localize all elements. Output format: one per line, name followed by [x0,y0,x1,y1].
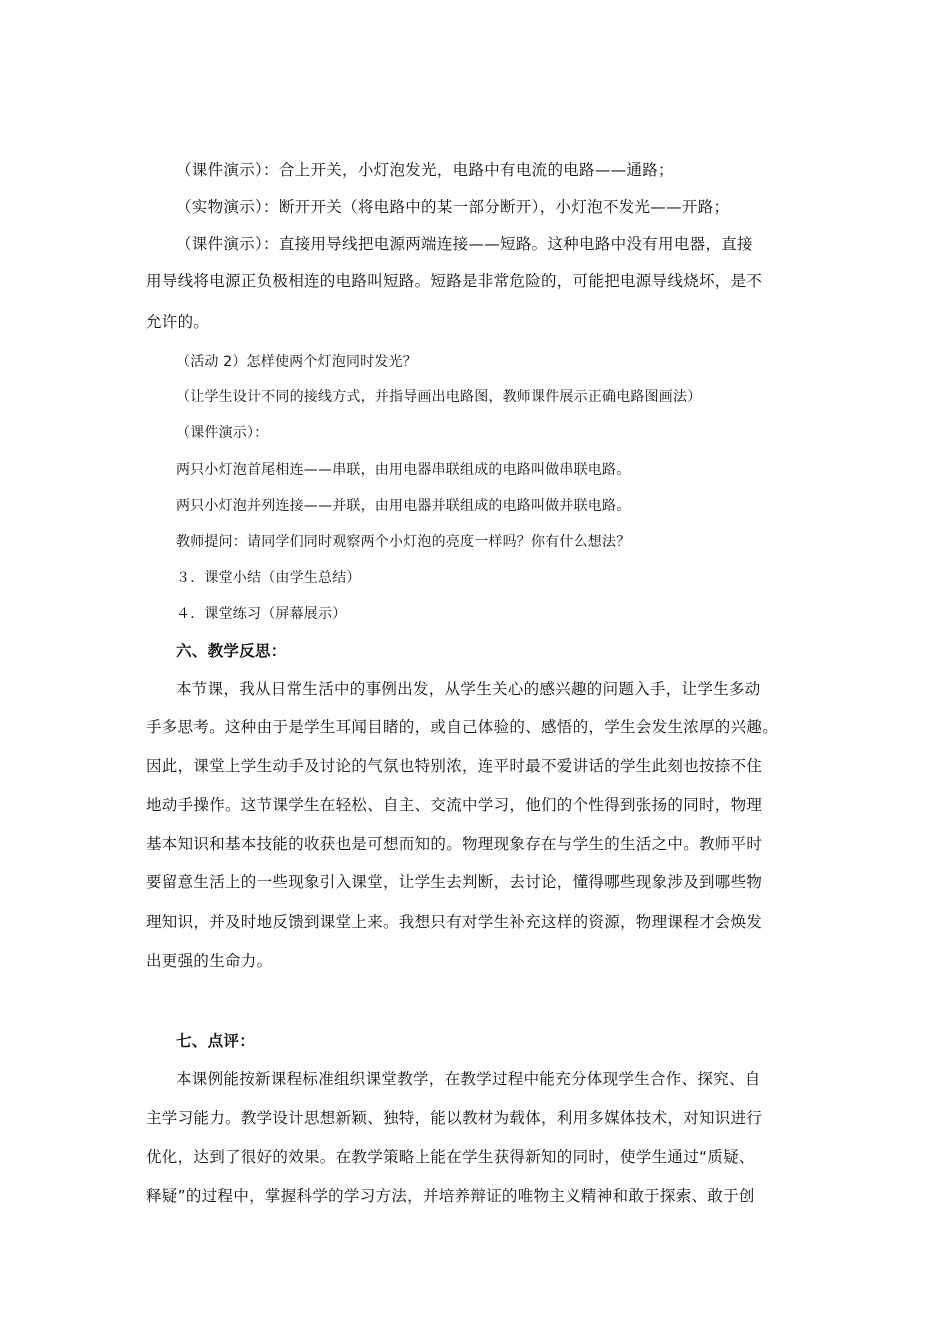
text-line: 出更强的生命力。 [146,952,273,970]
text-line: （让学生设计不同的接线方式，并指导画出电路图，教师课件展示正确电路图画法） [176,389,702,405]
text-line: 理知识，并及时地反馈到课堂上来。我想只有对学生补充这样的资源，物理课程才会焕发 [146,913,763,931]
list-item: ３．课堂小结（由学生总结） [176,570,361,586]
text-line: 要留意生活上的一些现象引入课堂，让学生去判断，去讨论，懂得哪些现象涉及到哪些物 [146,873,763,891]
text-line: 本课例能按新课程标准组织课堂教学，在教学过程中能充分体现学生合作、探究、自 [176,1070,761,1088]
text-line: 因此，课堂上学生动手及讨论的气氛也特别浓，连平时最不爱讲话的学生此刻也按捺不住 [146,757,763,775]
text-line: （课件演示）： [176,425,269,441]
list-item: ４．课堂练习（屏幕展示） [176,606,347,622]
text-line: 手多思考。这种由于是学生耳闻目睹的，或自己体验的、感悟的，学生会发生浓厚的兴趣。 [146,718,779,736]
text-line: 地动手操作。这节课学生在轻松、自主、交流中学习，他们的个性得到张扬的同时，物理 [146,796,763,814]
text-line: （实物演示）：断开开关（将电路中的某一部分断开），小灯泡不发光——开路； [176,198,730,216]
section-heading: 七、点评： [176,1032,256,1050]
text-line: 两只小灯泡并列连接——并联，由用电器并联组成的电路叫做并联电路。 [176,498,631,514]
text-line: （课件演示）：直接用导线把电源两端连接——短路。这种电路中没有用电器，直接 [176,235,753,253]
text-line: 两只小灯泡首尾相连——串联，由用电器串联组成的电路叫做串联电路。 [176,462,631,478]
section-heading: 六、教学反思： [176,642,287,660]
text-line: 基本知识和基本技能的收获也是可想而知的。物理现象存在与学生的生活之中。教师平时 [146,835,763,853]
text-line: 释疑”的过程中，掌握科学的学习方法，并培养辩证的唯物主义精神和敢于探索、敢于创 [146,1187,755,1205]
text-line: 允许的。 [146,313,210,331]
text-line: 用导线将电源正负极相连的电路叫短路。短路是非常危险的，可能把电源导线烧坏，是不 [146,272,763,290]
text-line: 本节课，我从日常生活中的事例出发，从学生关心的感兴趣的问题入手，让学生多动 [176,680,761,698]
text-line: （课件演示）：合上开关，小灯泡发光，电路中有电流的电路——通路； [176,161,674,179]
text-line: （活动 2）怎样使两个灯泡同时发光？ [176,354,417,370]
text-line: 主学习能力。教学设计思想新颖、独特，能以教材为载体，利用多媒体技术，对知识进行 [146,1109,763,1127]
text-line: 教师提问：请同学们同时观察两个小灯泡的亮度一样吗？你有什么想法？ [176,534,631,550]
text-line: 优化，达到了很好的效果。在教学策略上能在学生获得新知的同时，使学生通过“质疑、 [146,1148,755,1166]
